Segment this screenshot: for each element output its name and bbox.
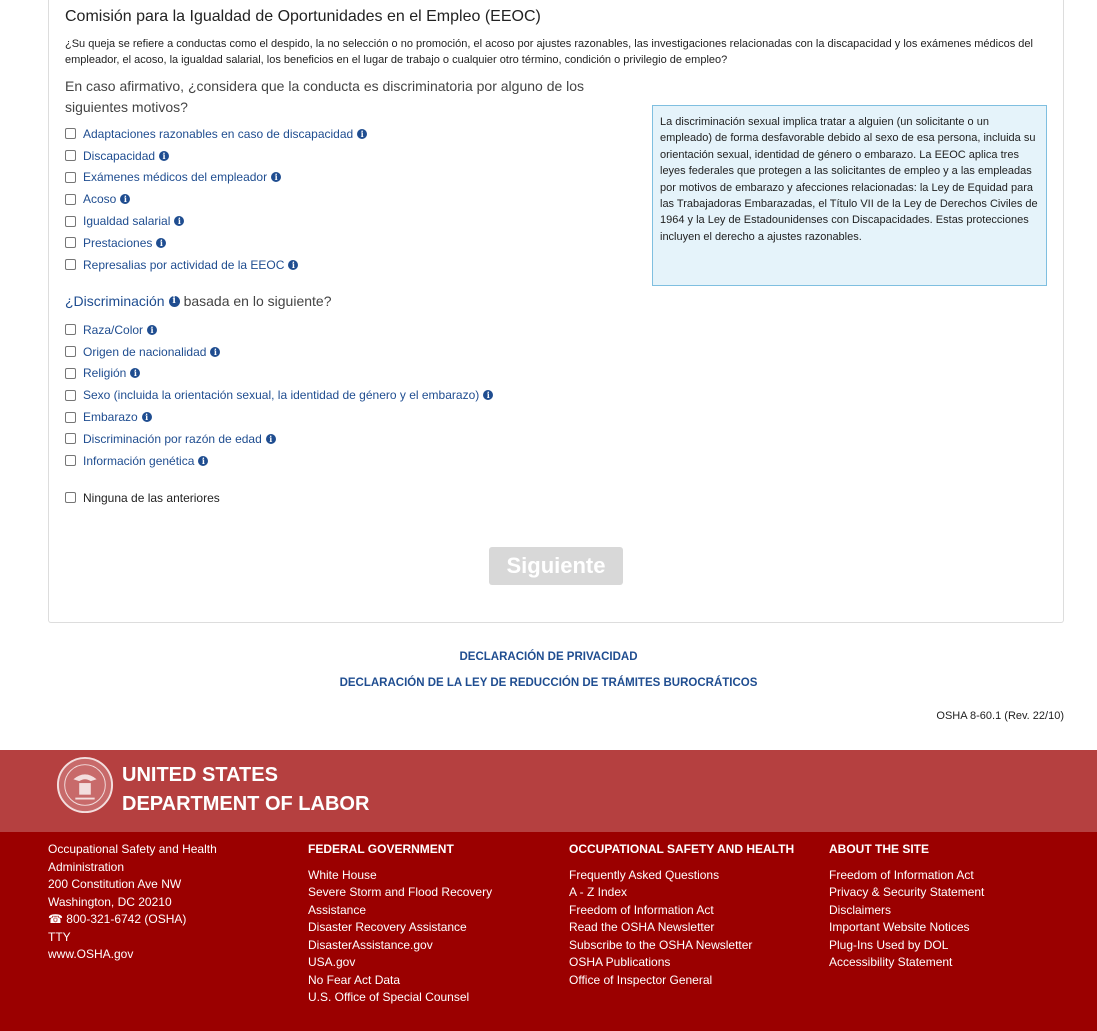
checkbox[interactable]	[65, 346, 76, 357]
footer-link[interactable]: USA.gov	[308, 955, 356, 969]
footer-link[interactable]: Disaster Recovery Assistance	[308, 920, 467, 934]
option-national-origin[interactable]	[65, 341, 493, 363]
footer-link[interactable]: Disclaimers	[829, 902, 892, 917]
option-disability[interactable]	[65, 145, 367, 167]
option-retaliation[interactable]	[65, 254, 367, 276]
option-label[interactable]: Adaptaciones razonables en caso de discapacidad	[83, 126, 354, 141]
footer-link[interactable]: Important Website Notices	[829, 920, 970, 934]
footer-osha	[569, 841, 814, 989]
phone-icon: ☎	[48, 912, 63, 926]
footer-link[interactable]: Plug-Ins Used by DOL	[829, 937, 949, 952]
agency-name[interactable]	[122, 761, 369, 819]
option-none[interactable]	[65, 487, 220, 509]
option-label[interactable]: Ninguna de las anteriores	[83, 490, 220, 505]
footer-link[interactable]: Subscribe to the OSHA Newsletter	[569, 937, 753, 952]
eeoc-form-card	[48, 0, 1064, 623]
option-race-color[interactable]	[65, 319, 493, 341]
discrimination-heading-rest: basada en lo siguiente?	[183, 293, 332, 309]
followup-question: En caso afirmativo, ¿considera que la conducta es discriminatoria por alguno de los siguientes motivos?	[65, 78, 585, 115]
footer-link[interactable]: U.S. Office of Special Counsel	[308, 990, 470, 1004]
address-line: 200 Constitution Ave NW	[48, 877, 182, 891]
footer-link[interactable]: DisasterAssistance.gov	[308, 937, 433, 952]
checkbox[interactable]	[65, 455, 76, 466]
address-line: Washington, DC 20210	[48, 894, 172, 909]
conduct-question: ¿Su queja se refiere a conductas como el despido, la no selección o no promoción, el acoso por ajustes razonables, las investigaciones relacionadas con la discapacidad y los exámenes médicos del empleador, el acoso, la igualdad salarial, los beneficios en el lugar de trabajo o cualquier otro término, condición o privilegio de empleo?	[65, 38, 1033, 66]
info-icon[interactable]: i	[357, 129, 367, 139]
checkbox[interactable]	[65, 368, 76, 379]
info-icon[interactable]: i	[174, 216, 184, 226]
option-age[interactable]	[65, 428, 493, 450]
phone-line[interactable]	[48, 911, 217, 929]
agency-line-2: DEPARTMENT OF LABOR	[122, 793, 370, 815]
footer-link[interactable]: Office of Inspector General	[569, 972, 713, 987]
checkbox[interactable]	[65, 433, 76, 444]
address-line: Occupational Safety and Health	[48, 842, 217, 856]
option-label[interactable]: Discapacidad	[83, 148, 156, 163]
option-label[interactable]: Exámenes médicos del empleador	[83, 170, 268, 185]
agency-line-1: UNITED STATES	[122, 764, 278, 786]
option-benefits[interactable]	[65, 232, 367, 254]
dol-seal-icon[interactable]	[56, 756, 114, 814]
option-medical-exams[interactable]	[65, 167, 367, 189]
option-label[interactable]: Información genética	[83, 453, 195, 468]
footer-link[interactable]: Freedom of Information Act	[569, 902, 714, 917]
option-pregnancy[interactable]	[65, 406, 493, 428]
info-icon[interactable]: i	[169, 296, 180, 307]
footer-address	[48, 841, 217, 964]
paperwork-reduction-link[interactable]: DECLARACIÓN DE LA LEY DE REDUCCIÓN DE TRÁMITES BUROCRÁTICOS	[339, 677, 758, 689]
info-icon[interactable]: i	[130, 368, 140, 378]
footer-link[interactable]: Frequently Asked Questions	[569, 867, 720, 882]
conduct-options-list	[65, 123, 367, 276]
footer-link[interactable]: White House	[308, 867, 377, 882]
checkbox[interactable]	[65, 150, 76, 161]
privacy-statement-link[interactable]: DECLARACIÓN DE PRIVACIDAD	[459, 651, 638, 663]
option-label[interactable]: Prestaciones	[83, 235, 153, 250]
option-label[interactable]: Raza/Color	[83, 322, 144, 337]
footer-link[interactable]: Read the OSHA Newsletter	[569, 920, 715, 934]
option-label[interactable]: Represalias por actividad de la EEOC	[83, 257, 285, 272]
checkbox[interactable]	[65, 216, 76, 227]
option-harassment[interactable]	[65, 188, 367, 210]
info-icon[interactable]: i	[271, 172, 281, 182]
footer-link[interactable]: Privacy & Security Statement	[829, 885, 985, 899]
sex-discrimination-tooltip: La discriminación sexual implica tratar a alguien (un solicitante o un empleado) de forma desfavorable debido al sexo de esa persona, incluida su orientación sexual, identidad de género o embarazo. La EEOC aplica tres leyes federales que protegen a las solicitantes de empleo y a las empleadas por motivos de embarazo y afecciones relacionadas: la Ley de Equidad para las Trabajadoras Embarazadas, el Título VII de la Ley de Derechos Civiles de 1964 y la Ley de Estadounidenses con Discapacidades. Estas protecciones incluyen el derecho a ajustes razonables.	[652, 105, 1047, 286]
option-equal-pay[interactable]	[65, 210, 367, 232]
footer-about-site	[829, 841, 1069, 972]
checkbox[interactable]	[65, 237, 76, 248]
option-label[interactable]: Igualdad salarial	[83, 214, 171, 229]
checkbox[interactable]	[65, 492, 76, 503]
option-label[interactable]: Sexo (incluida la orientación sexual, la identidad de género y el embarazo)	[83, 388, 480, 403]
osha-site-link[interactable]: www.OSHA.gov	[48, 947, 134, 961]
footer-heading: FEDERAL GOVERNMENT	[308, 842, 454, 856]
checkbox[interactable]	[65, 259, 76, 270]
info-icon[interactable]: i	[483, 390, 493, 400]
info-icon[interactable]: i	[288, 260, 298, 270]
discrimination-link[interactable]: ¿Discriminación	[65, 293, 165, 309]
footer-link[interactable]: Freedom of Information Act	[829, 867, 974, 882]
footer-link[interactable]: Severe Storm and Flood Recovery Assistance	[308, 885, 493, 917]
discrimination-heading	[65, 293, 331, 309]
basis-options-list	[65, 319, 493, 472]
info-icon[interactable]: i	[156, 238, 166, 248]
footer-heading: OCCUPATIONAL SAFETY AND HEALTH	[569, 842, 795, 856]
site-footer	[0, 832, 1097, 1031]
option-label[interactable]: Religión	[83, 366, 127, 381]
checkbox[interactable]	[65, 324, 76, 335]
option-label[interactable]: Origen de nacionalidad	[83, 344, 207, 359]
tty-link[interactable]: TTY	[48, 929, 71, 944]
option-religion[interactable]	[65, 363, 493, 385]
checkbox[interactable]	[65, 390, 76, 401]
none-option-list	[65, 487, 220, 509]
info-icon[interactable]: i	[159, 151, 169, 161]
option-reasonable-accommodation[interactable]	[65, 123, 367, 145]
info-icon[interactable]: i	[198, 456, 208, 466]
next-button[interactable]: Siguiente	[489, 547, 623, 585]
info-icon[interactable]: i	[266, 434, 276, 444]
option-label[interactable]: Acoso	[83, 192, 117, 207]
footer-link[interactable]: A - Z Index	[569, 885, 628, 899]
section-title: Comisión para la Igualdad de Oportunidades en el Empleo (EEOC)	[65, 8, 541, 25]
info-icon[interactable]: i	[142, 412, 152, 422]
checkbox[interactable]	[65, 194, 76, 205]
footer-link[interactable]: Accessibility Statement	[829, 955, 953, 969]
option-genetic-info[interactable]	[65, 450, 493, 472]
info-icon[interactable]: i	[210, 347, 220, 357]
option-label[interactable]: Embarazo	[83, 410, 138, 425]
info-icon[interactable]: i	[120, 194, 130, 204]
option-label[interactable]: Discriminación por razón de edad	[83, 431, 262, 446]
checkbox[interactable]	[65, 412, 76, 423]
footer-heading: ABOUT THE SITE	[829, 842, 930, 856]
checkbox[interactable]	[65, 128, 76, 139]
footer-link[interactable]: No Fear Act Data	[308, 972, 401, 987]
checkbox[interactable]	[65, 172, 76, 183]
footer-federal-government	[308, 841, 518, 1007]
address-line: Administration	[48, 859, 125, 874]
footer-link[interactable]: OSHA Publications	[569, 955, 671, 969]
info-icon[interactable]: i	[147, 325, 157, 335]
phone-number[interactable]: 800-321-6742 (OSHA)	[66, 912, 187, 926]
form-revision: OSHA 8-60.1 (Rev. 22/10)	[936, 710, 1064, 722]
option-sex[interactable]	[65, 384, 493, 406]
